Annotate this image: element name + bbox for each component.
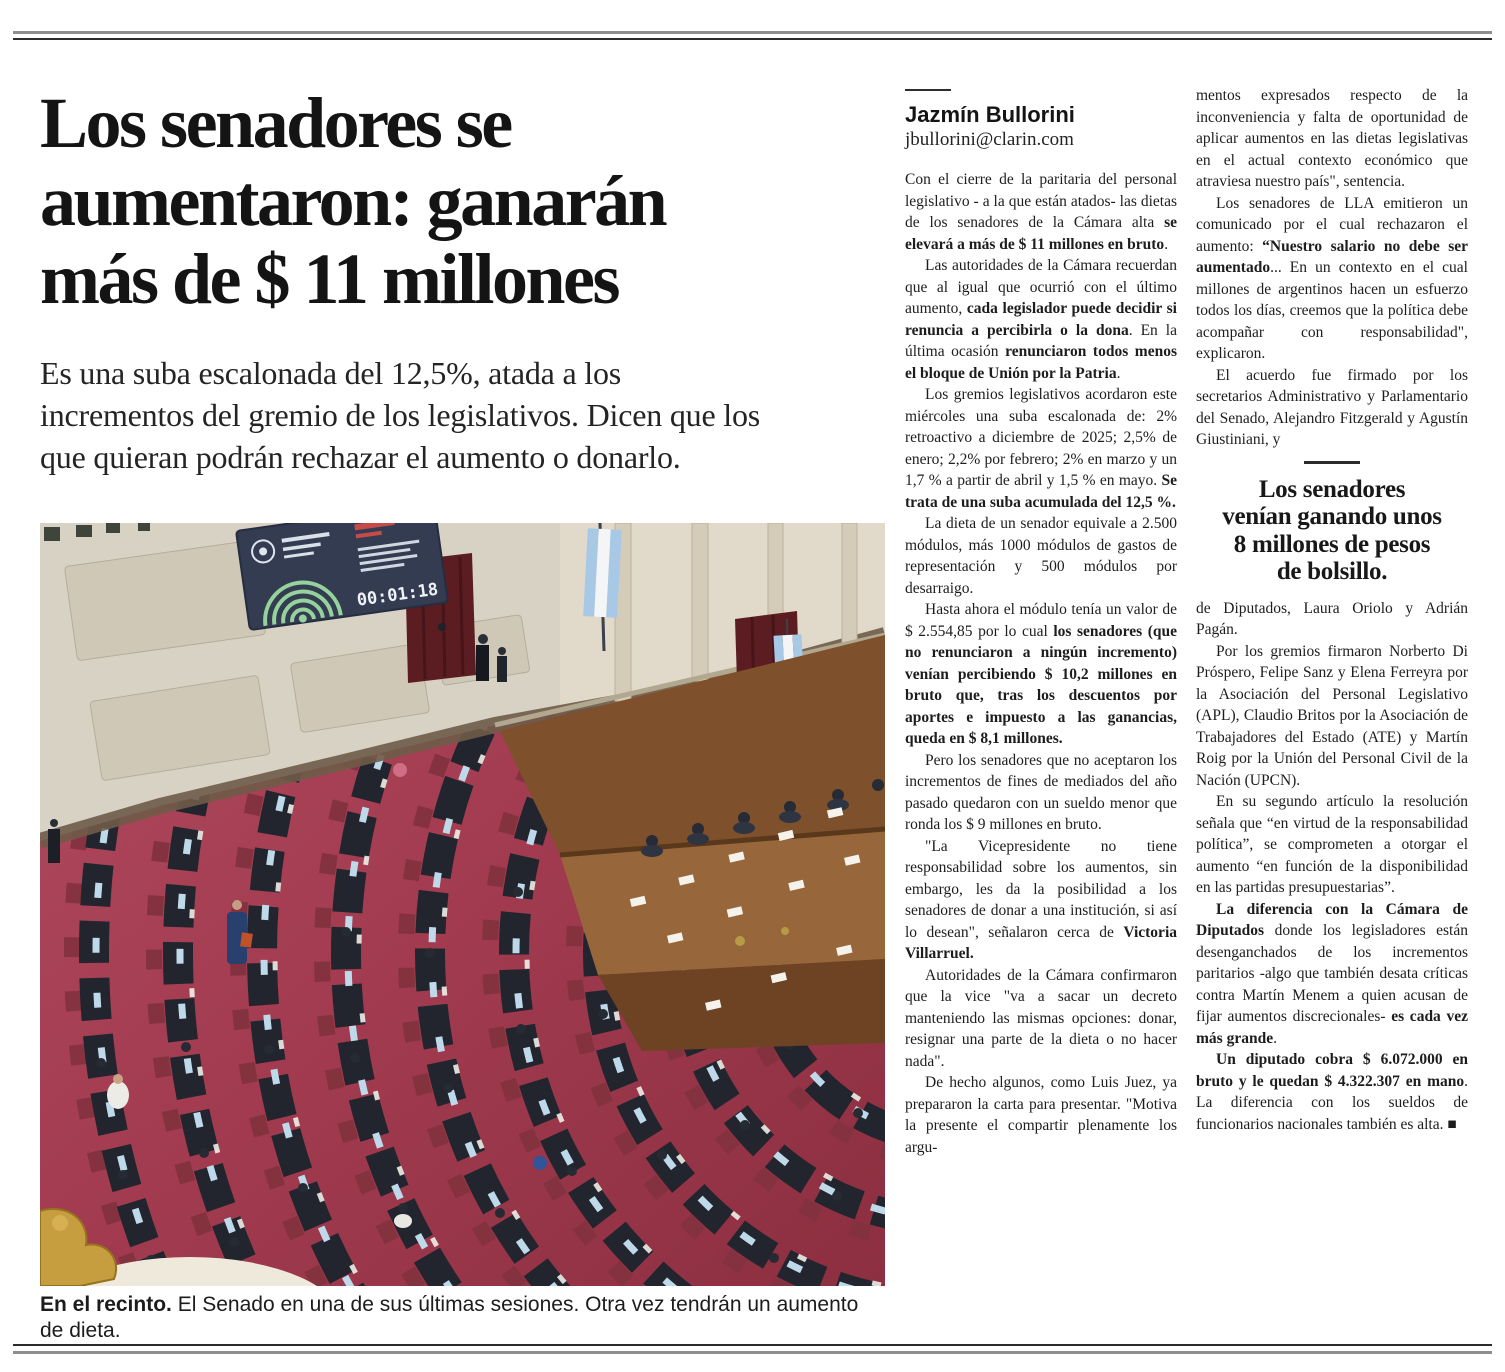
pull-quote-rule (1304, 461, 1360, 464)
text-line: venían ganando unos (1222, 503, 1442, 530)
pull-quote-text (1196, 476, 1468, 586)
article-paragraph: La diferencia con la Cámara de Diputados donde los legisladores están desenganchados de los incrementos paritarios -algo que también desata críticas contra Martín Menem a quien acusan de fijar aumentos discrecionales- es cada vez más grande. (1196, 900, 1468, 1047)
article-column-2 (1196, 85, 1468, 1135)
article-paragraph: Hasta ahora el módulo tenía un valor de $ 2.554,85 por lo cual los senadores (que no renunciaron a ningún incremento) venían percibiendo $ 10,2 millones en bruto que, tras los descuentos por aportes e impuesto a las ganancias, queda en $ 8,1 millones. (905, 601, 1177, 747)
senate-photo-illustration (40, 523, 885, 1286)
text-line: incrementos del gremio de los legislativos. Dicen que los (40, 397, 760, 433)
caption-text: El Senado en una de sus últimas sesiones. Otra vez tendrán un aumento de dieta. (40, 1293, 859, 1342)
top-rule-thick (13, 31, 1492, 34)
article-body-col1 (905, 169, 1177, 1158)
byline-author: Jazmín Bullorini (905, 102, 1075, 127)
text-line: de bolsillo. (1276, 558, 1388, 585)
pull-quote (1196, 461, 1468, 586)
byline-rule (905, 89, 951, 91)
text-line: Los senadores se (40, 83, 511, 163)
deck-subheadline (40, 352, 920, 478)
article-paragraph: En su segundo artículo la resolución señala que “en virtud de la responsabilidad política”, se comprometen a otorgar el aumento “en función de la disponibilidad en las partidas presupuestarias”. (1196, 793, 1468, 896)
article-paragraph: Los gremios legislativos acordaron este miércoles una suba escalonada de: 2% retroactivo a diciembre de 2025; 2,5% de enero; 2,2% por febrero; 2% en marzo y un 1,7 % a partir de abril y 1,5 % en mayo. Se trata de una suba acumulada del 12,5 %. (905, 386, 1177, 511)
article-paragraph: Pero los senadores que no aceptaron los incrementos de fines de mediados del año pasado quedaron con un sueldo menor que ronda los $ 9 millones en bruto. (905, 751, 1177, 833)
article-paragraph: Un diputado cobra $ 6.072.000 en bruto y le quedan $ 4.322.307 en mano. La diferencia con los sueldos de funcionarios nacionales también es alta. ■ (1196, 1051, 1468, 1133)
text-line: más de $ 11 millones (40, 239, 619, 319)
article-paragraph: El acuerdo fue firmado por los secretarios Administrativo y Parlamentario del Senado, Alejandro Fitzgerald y Agustín Giustiniani, y (1196, 366, 1468, 448)
article-paragraph: La dieta de un senador equivale a 2.500 módulos, más 1000 módulos de gastos de representación y 500 módulos por desarraigo. (905, 515, 1177, 597)
article-body-col2b (1196, 598, 1468, 1136)
top-rule-thin (13, 38, 1492, 40)
page-title (40, 84, 902, 318)
article-paragraph: Las autoridades de la Cámara recuerdan que al igual que ocurrió con el último aumento, cada legislador puede decidir si renuncia a percibirla o la dona. En la última ocasión renunciaron todos menos el bloque de Unión por la Patria. (905, 257, 1177, 382)
article-paragraph: Autoridades de la Cámara confirmaron que la vice "va a sacar un decreto manteniendo las mismas opciones: donar, resignar una parte de la dieta o no hacer nada". (905, 966, 1177, 1070)
session-timer: 00:01:18 (355, 579, 440, 611)
gilded-ornament-detail (52, 1215, 68, 1231)
senate-photo (40, 523, 885, 1286)
bottom-rule-thin (13, 1344, 1492, 1346)
byline-email: jbullorini@clarin.com (905, 129, 1074, 150)
caption-lead: En el recinto. (40, 1293, 172, 1316)
article-paragraph: Por los gremios firmaron Norberto Di Próspero, Felipe Sanz y Elena Ferreyra por la Asociación del Personal Legislativo (APL), Claudio Britos por la Asociación de Trabajadores del Estado (ATE) y Martín Roig por la Unión del Personal Civil de la Nación (UPCN). (1196, 642, 1468, 789)
article-paragraph: de Diputados, Laura Oriolo y Adrián Pagán. (1196, 599, 1468, 638)
text-line: Es una suba escalonada del 12,5%, atada a los (40, 355, 622, 391)
text-line: aumentaron: ganarán (40, 161, 666, 241)
article-paragraph: Con el cierre de la paritaria del personal legislativo - a la que están atados- las dietas de los senadores de la Cámara alta se elevará a más de $ 11 millones en bruto. (905, 171, 1177, 253)
article-paragraph: De hecho algunos, como Luis Juez, ya prepararon la carta para presentar. "Motiva la presente el compartir plenamente los argu- (905, 1074, 1177, 1156)
text-line: Los senadores (1258, 475, 1406, 503)
text-line: 8 millones de pesos (1233, 530, 1431, 558)
article-paragraph: mentos expresados respecto de la inconveniencia y falta de oportunidad de aplicar aumentos en las dietas legislativas en el actual contexto económico que atraviesa nuestro país", sentencia. (1196, 87, 1468, 190)
text-line: que quieran podrán rechazar el aumento o donarlo. (40, 439, 681, 475)
article-column-1 (905, 85, 1177, 1158)
photo-caption (40, 1292, 885, 1344)
article-body-col2a (1196, 85, 1468, 451)
bottom-rule-thick (13, 1351, 1492, 1354)
article-paragraph: "La Vicepresidente no tiene responsabilidad sobre los aumentos, sin embargo, les da la posibilidad a los senadores de donar a una institución, si así lo desean", señalaron cerca de Victoria Villarruel. (905, 837, 1177, 962)
article-paragraph: Los senadores de LLA emitieron un comunicado por el cual rechazaron el aumento: “Nuestro salario no debe ser aumentado... En un contexto en el cual millones de argentinos hacen un esfuerzo todos los días, creemos que la política debe acompañar con responsabilidad", explicaron. (1196, 194, 1468, 362)
camera-icon (438, 623, 446, 631)
